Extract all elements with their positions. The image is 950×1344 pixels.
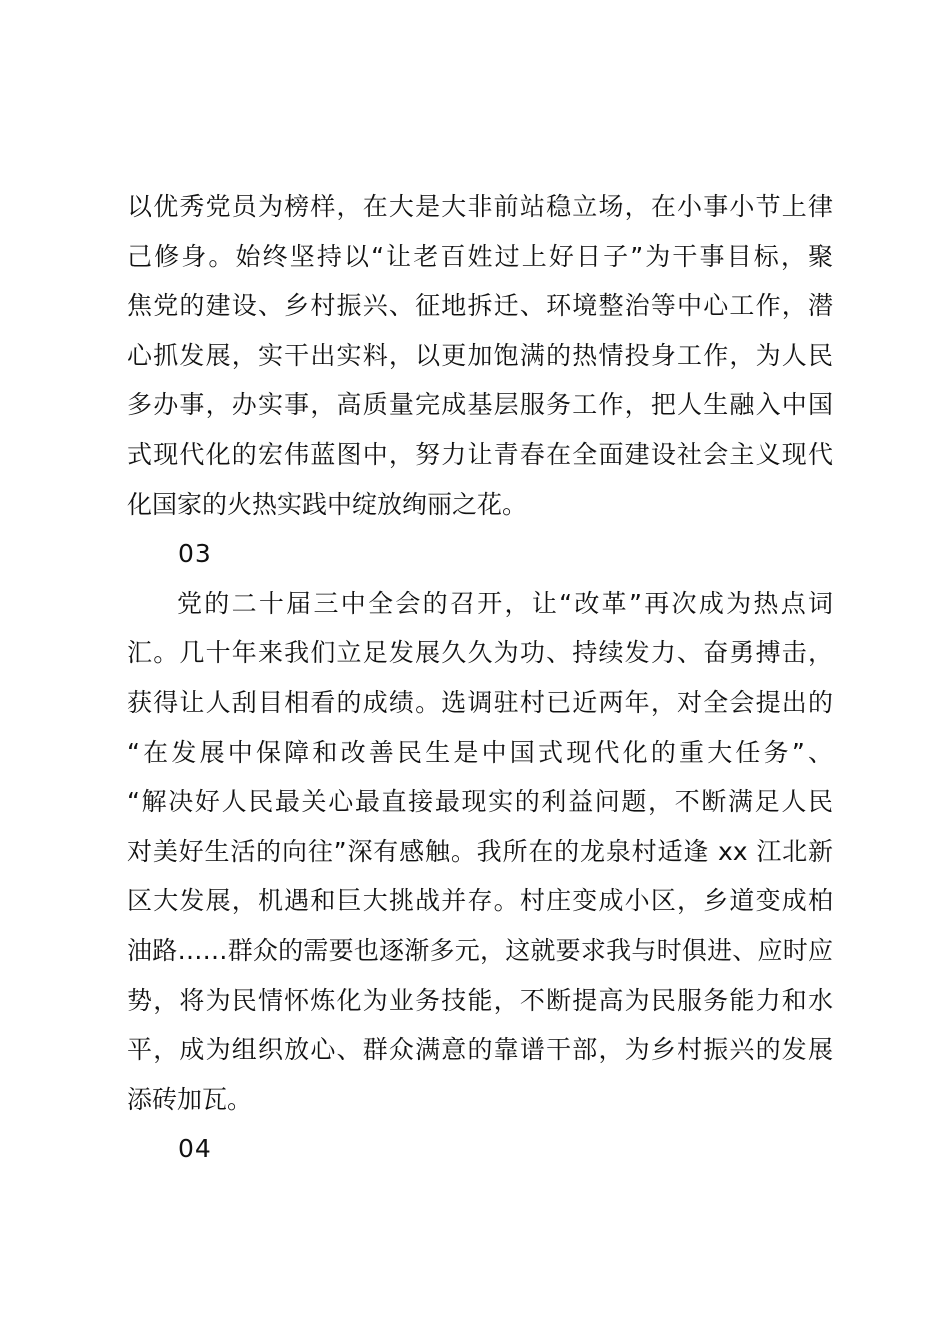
text-line: 油路……群众的需要也逐渐多元，这就要求我与时俱进、应时应 — [127, 935, 833, 965]
section-number-04: 04 — [178, 1134, 212, 1164]
text-line: 对美好生活的向往”深有感触。我所在的龙泉村适逢 xx 江北新 — [127, 836, 833, 866]
text-line: 己修身。始终坚持以“让老百姓过上好日子”为干事目标，聚 — [127, 241, 833, 271]
text-line: 区大发展，机遇和巨大挑战并存。村庄变成小区，乡道变成柏 — [127, 886, 833, 916]
text-line: “在发展中保障和改善民生是中国式现代化的重大任务”、 — [127, 737, 833, 767]
text-line: 势，将为民情怀炼化为业务技能，不断提高为民服务能力和水 — [127, 985, 833, 1015]
paragraph-reform — [127, 579, 833, 1125]
text-line: 心抓发展，实干出实料，以更加饱满的热情投身工作，为人民 — [127, 340, 833, 370]
document-body — [127, 182, 833, 1174]
text-line: 以优秀党员为榜样，在大是大非前站稳立场，在小事小节上律 — [127, 192, 833, 221]
text-line: 焦党的建设、乡村振兴、征地拆迁、环境整治等中心工作，潜 — [127, 291, 833, 321]
text-line: 平，成为组织放心、群众满意的靠谱干部，为乡村振兴的发展 — [127, 1035, 833, 1065]
text-line: 获得让人刮目相看的成绩。选调驻村已近两年，对全会提出的 — [127, 687, 833, 717]
paragraph-continuation — [127, 182, 833, 529]
text-line: 多办事，办实事，高质量完成基层服务工作，把人生融入中国 — [127, 390, 833, 420]
text-line: 党的二十届三中全会的召开，让“改革”再次成为热点词 — [177, 588, 833, 618]
text-line: 化国家的火热实践中绽放绚丽之花。 — [127, 489, 528, 519]
text-line: “解决好人民最关心最直接最现实的利益问题，不断满足人民 — [127, 787, 833, 817]
text-line: 汇。几十年来我们立足发展久久为功、持续发力、奋勇搏击， — [127, 638, 833, 668]
section-number-03: 03 — [178, 539, 212, 569]
text-line: 添砖加瓦。 — [127, 1084, 253, 1114]
text-line: 式现代化的宏伟蓝图中，努力让青春在全面建设社会主义现代 — [127, 439, 833, 469]
